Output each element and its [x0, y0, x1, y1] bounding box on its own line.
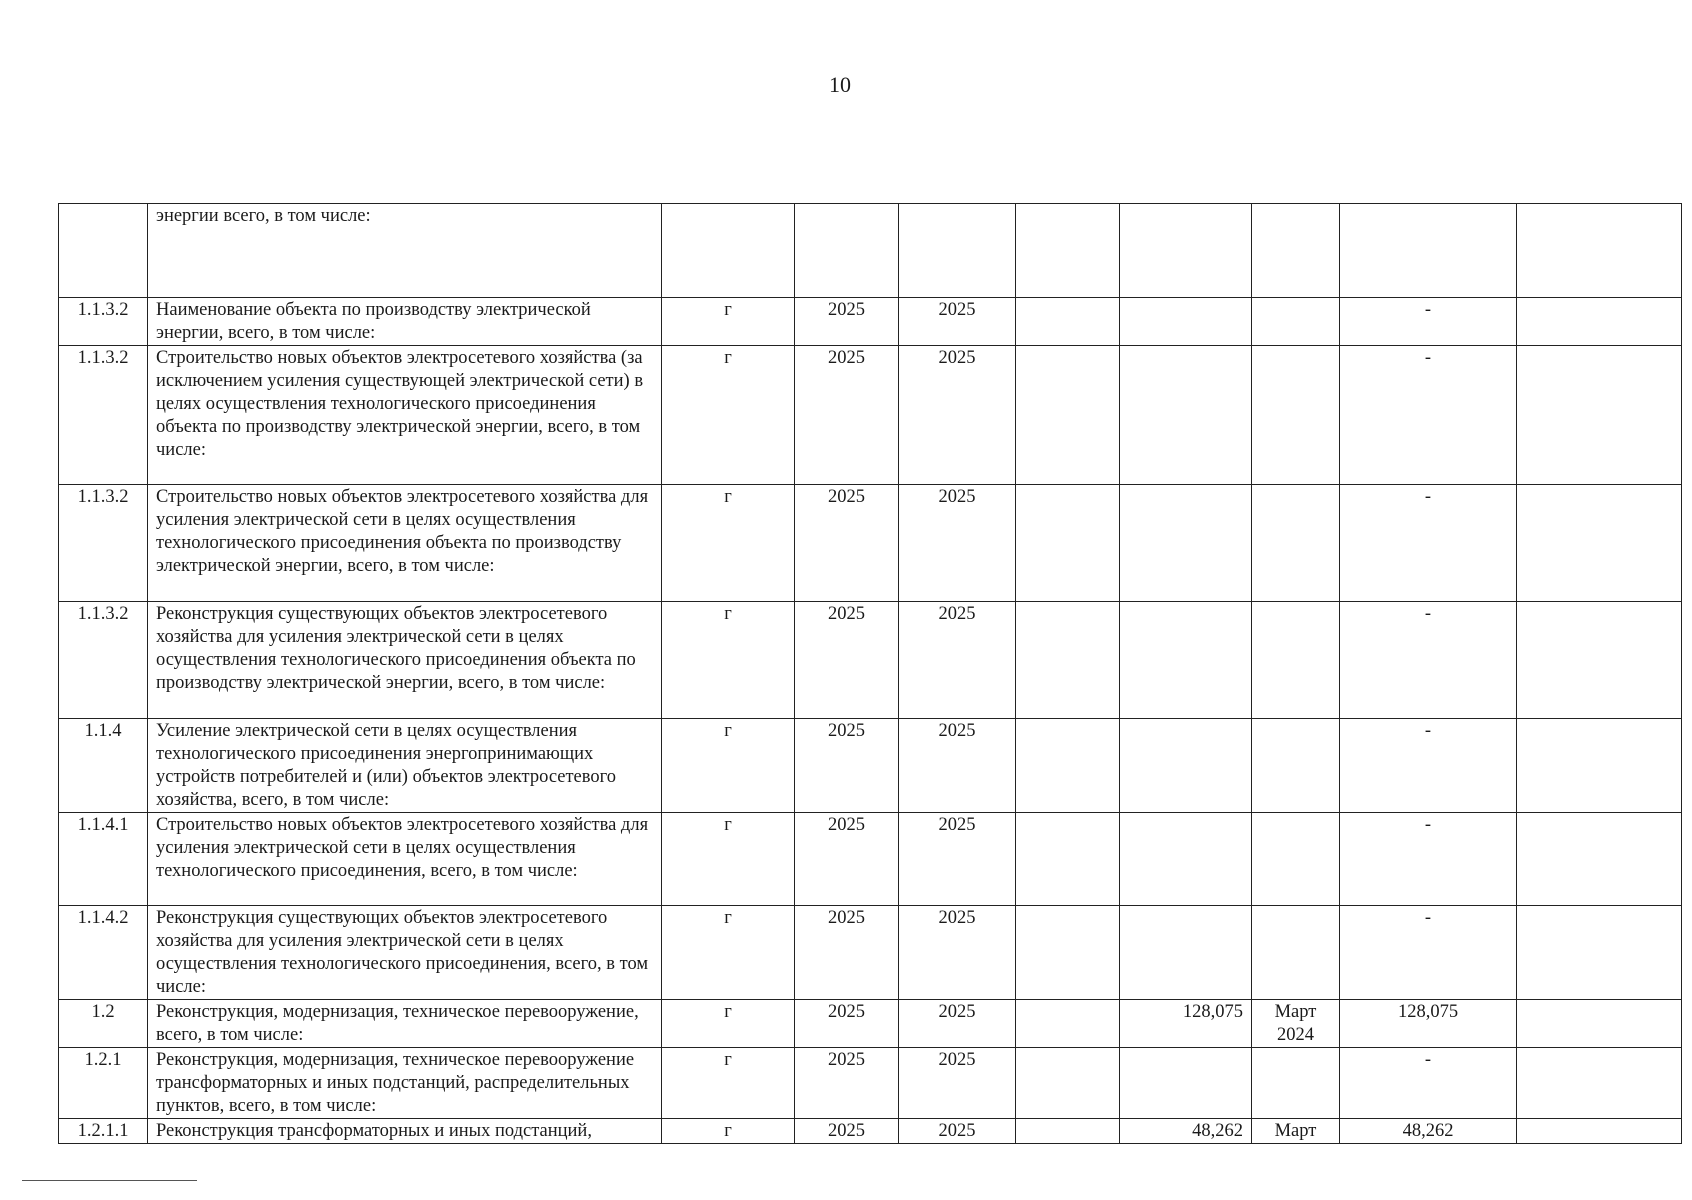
row-name: энергии всего, в том числе: — [148, 204, 662, 298]
row-year-start: 2025 — [795, 719, 899, 813]
row-col6 — [1016, 204, 1120, 298]
row-col10 — [1517, 602, 1682, 719]
row-col6 — [1016, 1000, 1120, 1048]
row-value — [1120, 813, 1252, 906]
row-year-start: 2025 — [795, 906, 899, 1000]
row-col10 — [1517, 1000, 1682, 1048]
row-name: Реконструкция существующих объектов электросетевого хозяйства для усиления электрической сети в целях осуществления технологического присоединения, всего, в том числе: — [148, 906, 662, 1000]
row-number: 1.1.4.2 — [59, 906, 148, 1000]
row-value — [1120, 719, 1252, 813]
row-unit — [662, 204, 795, 298]
row-total — [1340, 204, 1517, 298]
row-year-end: 2025 — [899, 602, 1016, 719]
row-date — [1252, 298, 1340, 346]
row-col6 — [1016, 602, 1120, 719]
row-date — [1252, 485, 1340, 602]
table-row — [59, 906, 1682, 1000]
row-unit: г — [662, 1048, 795, 1119]
row-number: 1.2 — [59, 1000, 148, 1048]
row-name: Реконструкция существующих объектов электросетевого хозяйства для усиления электрической сети в целях осуществления технологического присоединения объекта по производству электрической энергии, всего, в том числе: — [148, 602, 662, 719]
row-year-start: 2025 — [795, 298, 899, 346]
row-value — [1120, 906, 1252, 1000]
table-row — [59, 719, 1682, 813]
row-col6 — [1016, 906, 1120, 1000]
row-date — [1252, 1048, 1340, 1119]
row-name: Строительство новых объектов электросетевого хозяйства для усиления электрической сети в целях осуществления технологического присоединения объекта по производству электрической энергии, всего, в том числе: — [148, 485, 662, 602]
row-number — [59, 204, 148, 298]
row-date: Март 2024 — [1252, 1000, 1340, 1048]
row-value — [1120, 346, 1252, 485]
row-year-end: 2025 — [899, 1000, 1016, 1048]
row-number: 1.2.1 — [59, 1048, 148, 1119]
footnote-separator — [22, 1180, 197, 1181]
row-unit: г — [662, 485, 795, 602]
table-row — [59, 298, 1682, 346]
row-year-end — [899, 204, 1016, 298]
table-row — [59, 1119, 1682, 1144]
row-col6 — [1016, 298, 1120, 346]
row-value: 128,075 — [1120, 1000, 1252, 1048]
row-col10 — [1517, 204, 1682, 298]
row-number: 1.2.1.1 — [59, 1119, 148, 1144]
row-year-end: 2025 — [899, 1048, 1016, 1119]
row-year-end: 2025 — [899, 1119, 1016, 1144]
row-unit: г — [662, 346, 795, 485]
row-date — [1252, 204, 1340, 298]
row-col6 — [1016, 1048, 1120, 1119]
row-total: 128,075 — [1340, 1000, 1517, 1048]
row-year-end: 2025 — [899, 346, 1016, 485]
row-total: - — [1340, 485, 1517, 602]
row-year-end: 2025 — [899, 298, 1016, 346]
row-number: 1.1.3.2 — [59, 298, 148, 346]
row-year-end: 2025 — [899, 485, 1016, 602]
row-value — [1120, 485, 1252, 602]
row-value: 48,262 — [1120, 1119, 1252, 1144]
row-col10 — [1517, 719, 1682, 813]
row-year-start: 2025 — [795, 813, 899, 906]
row-unit: г — [662, 719, 795, 813]
row-total: - — [1340, 346, 1517, 485]
row-value — [1120, 602, 1252, 719]
table-row — [59, 813, 1682, 906]
row-date — [1252, 602, 1340, 719]
row-col10 — [1517, 1048, 1682, 1119]
row-col6 — [1016, 485, 1120, 602]
row-name: Реконструкция трансформаторных и иных подстанций, — [148, 1119, 662, 1144]
row-col10 — [1517, 346, 1682, 485]
row-date — [1252, 719, 1340, 813]
row-col6 — [1016, 719, 1120, 813]
row-total: - — [1340, 602, 1517, 719]
row-total: - — [1340, 298, 1517, 346]
row-value — [1120, 204, 1252, 298]
row-number: 1.1.4 — [59, 719, 148, 813]
row-total: - — [1340, 719, 1517, 813]
row-col6 — [1016, 346, 1120, 485]
row-name: Наименование объекта по производству электрической энергии, всего, в том числе: — [148, 298, 662, 346]
row-total: - — [1340, 1048, 1517, 1119]
row-unit: г — [662, 602, 795, 719]
row-name: Строительство новых объектов электросетевого хозяйства для усиления электрической сети в целях осуществления технологического присоединения, всего, в том числе: — [148, 813, 662, 906]
row-year-end: 2025 — [899, 719, 1016, 813]
row-year-start: 2025 — [795, 602, 899, 719]
row-unit: г — [662, 1119, 795, 1144]
table-row — [59, 346, 1682, 485]
row-unit: г — [662, 1000, 795, 1048]
row-value — [1120, 298, 1252, 346]
row-date — [1252, 346, 1340, 485]
row-number: 1.1.3.2 — [59, 602, 148, 719]
row-name: Реконструкция, модернизация, техническое перевооружение трансформаторных и иных подстанций, распределительных пунктов, всего, в том числе: — [148, 1048, 662, 1119]
row-total: 48,262 — [1340, 1119, 1517, 1144]
row-name: Реконструкция, модернизация, техническое перевооружение, всего, в том числе: — [148, 1000, 662, 1048]
page-number: 10 — [829, 72, 851, 97]
row-number: 1.1.3.2 — [59, 346, 148, 485]
row-col10 — [1517, 1119, 1682, 1144]
row-unit: г — [662, 298, 795, 346]
row-number: 1.1.4.1 — [59, 813, 148, 906]
row-year-end: 2025 — [899, 813, 1016, 906]
row-col10 — [1517, 906, 1682, 1000]
row-year-end: 2025 — [899, 906, 1016, 1000]
row-col10 — [1517, 298, 1682, 346]
row-total: - — [1340, 813, 1517, 906]
row-year-start: 2025 — [795, 1048, 899, 1119]
row-date — [1252, 906, 1340, 1000]
row-unit: г — [662, 813, 795, 906]
row-year-start — [795, 204, 899, 298]
table-row — [59, 1000, 1682, 1048]
row-col10 — [1517, 485, 1682, 602]
row-year-start: 2025 — [795, 346, 899, 485]
row-col6 — [1016, 1119, 1120, 1144]
table-row — [59, 485, 1682, 602]
row-year-start: 2025 — [795, 1119, 899, 1144]
investment-table — [58, 203, 1682, 1144]
row-date — [1252, 813, 1340, 906]
row-value — [1120, 1048, 1252, 1119]
row-number: 1.1.3.2 — [59, 485, 148, 602]
row-unit: г — [662, 906, 795, 1000]
row-total: - — [1340, 906, 1517, 1000]
row-year-start: 2025 — [795, 485, 899, 602]
table-row — [59, 1048, 1682, 1119]
table-row — [59, 602, 1682, 719]
row-name: Усиление электрической сети в целях осуществления технологического присоединения энергопринимающих устройств потребителей и (или) объектов электросетевого хозяйства, всего, в том числе: — [148, 719, 662, 813]
row-date: Март — [1252, 1119, 1340, 1144]
row-name: Строительство новых объектов электросетевого хозяйства (за исключением усиления существующей электрической сети) в целях осуществления технологического присоединения объекта по производству электрической энергии, всего, в том числе: — [148, 346, 662, 485]
row-year-start: 2025 — [795, 1000, 899, 1048]
table-row — [59, 204, 1682, 298]
row-col10 — [1517, 813, 1682, 906]
row-col6 — [1016, 813, 1120, 906]
